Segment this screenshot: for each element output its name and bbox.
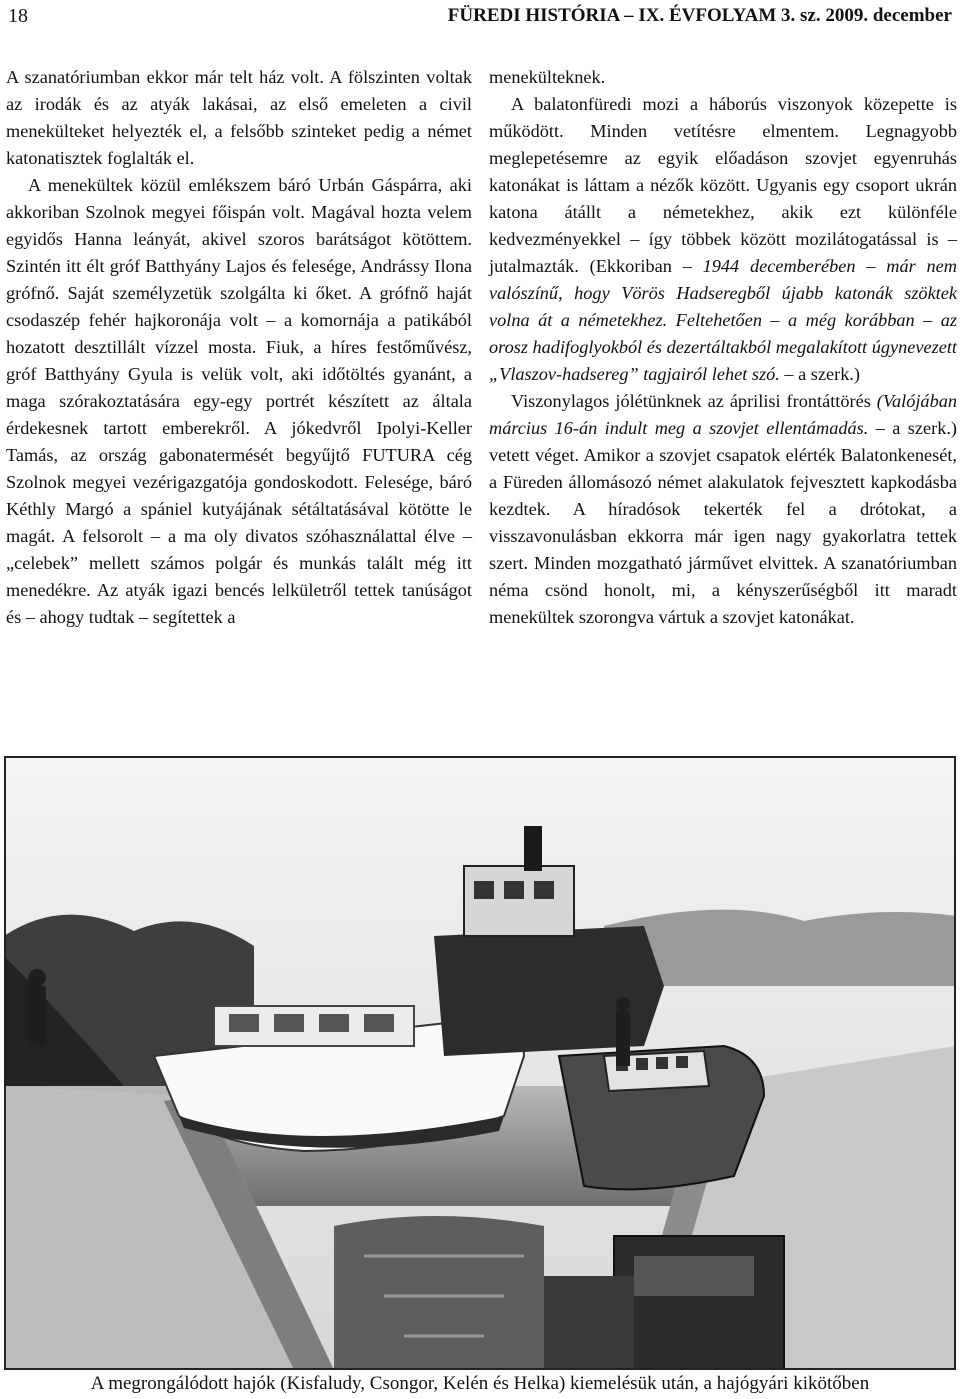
editor-signature: – a szerk.)	[784, 364, 861, 384]
paragraph-text: Viszonylagos jólétünknek az áprilisi frontáttörés	[511, 391, 871, 411]
page-number: 18	[8, 5, 28, 27]
editor-note: (Valójában március 16-án indult meg a szovjet ellentámadás.	[489, 391, 957, 438]
paragraph-text: A balatonfüredi mozi a háborús viszonyok közepette is működött. Minden vetítésre elmentem. Legnagyobb meglepetésemre az egyik előadáson szovjet egyenruhás katonákat is láttam a nézők között. Ugyanis egy csoport ukrán katona átállt a németekhez, akik ezt különféle kedvezményekkel – így többek között mozilátogatással is – jutalmazták. (Ekkoriban	[489, 94, 957, 276]
paragraph-continuation: menekülteknek.	[489, 67, 606, 87]
paragraph	[489, 91, 957, 388]
harbor-boats-photo	[4, 756, 956, 1370]
photo-caption: A megrongálódott hajók (Kisfaludy, Csongor, Kelén és Helka) kiemelésük után, a hajógyári kikötőben	[90, 1373, 870, 1394]
left-text-column	[6, 64, 472, 631]
page-header	[6, 2, 954, 36]
paragraph	[489, 388, 957, 631]
editor-signature: – a szerk.)	[875, 418, 958, 438]
paragraph-text: vetett véget. Amikor a szovjet csapatok elérték Balatonkenesét, a Füreden állomásozó német alakulatok fejvesztett kapkodásba kezdtek. A híradósok tekerték fel a drótokat, a visszavonulásban ekkorra már igen nagy gyakorlatra tettek szert. Minden mozgatható járművet elvittek. A szanatóriumban néma csönd honolt, mi, a kényszerűségből itt maradt menekültek szorongva vártuk a szovjet katonákat.	[489, 445, 957, 627]
paragraph: A szanatóriumban ekkor már telt ház volt. A fölszinten voltak az irodák és az atyák lakásai, az első emeleten a civil menekülteket helyezték el, a felsőbb szinteket pedig a német katonatisztek foglalták el.	[6, 67, 472, 168]
right-text-column	[489, 64, 957, 631]
journal-title: FÜREDI HISTÓRIA – IX. ÉVFOLYAM 3. sz. 2009. december	[447, 5, 952, 26]
paragraph: A menekültek közül emlékszem báró Urbán Gáspárra, aki akkoriban Szolnok megyei főispán volt. Magával hozta velem egyidős Hanna leányát, akivel szoros barátságot kötöttem. Szintén itt élt gróf Batthyány Lajos és felesége, Andrássy Ilona grófnő. Saját személyzetük szolgálta ki őket. A grófnő haját csodaszép fehér hajkoronája volt – a komornája a patikából hozatott desztillált vízzel mosta. Fiuk, a híres festőművész, gróf Batthyány Gyula is velük volt, aki időtöltés gyanánt, a maga szórakoztatására egy-egy portrét készített az általa érdekesnek tartott emberekről. A jókedvről Ipolyi-Keller Tamás, az ország gabonatermését begyűjtő FUTURA cég Szolnok megyei vezérigazgatója gondoskodott. Felesége, báró Kéthly Margó a spániel kutyájának sétáltatásával kötötte le magát. A felsorolt – a ma oly divatos szóhasználattal élve – „celebek” mellett számos polgár és munkás talált még itt menedékre. Az atyák igazi bencés lelkületről tettek tanúságot és – ahogy tudtak – segítettek a	[6, 175, 472, 627]
editor-note: – 1944 decemberében – már nem valószínű, hogy Vörös Hadseregből újabb katonák szöktek volna át a németekhez. Feltehetően – a még korábban – az orosz hadifoglyokból és dezertáltakból megalakított úgynevezett „Vlaszov-hadsereg” tagjairól lehet szó.	[489, 256, 957, 384]
